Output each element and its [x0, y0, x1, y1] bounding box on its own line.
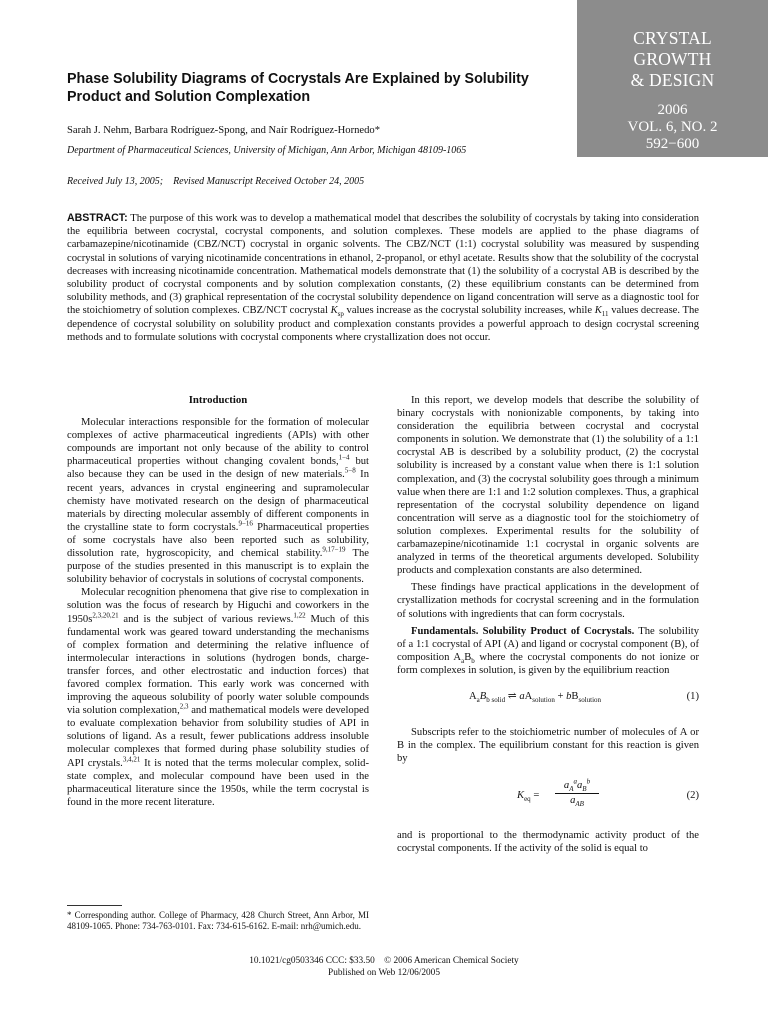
body-paragraph: Molecular interactions responsible for the formation of molecular complexes of active pharmaceutical ingredients (APIs) with other compounds are important not only because of the ability to control pharmaceutical properties without changing covalent bonds,$^{1-4}$ but also because they can be used in the design of new materials.$^{5-8}$ In recent years, advances in crystal engineering and supramolecular chemisty have motivated research on the design of pharmaceutical materials by directing molecular assembly of different components in the crystalline state to form cocrystals.$^{9-16}$ Pharmaceutical properties of some cocrystals have also been reported such as solubility, dissolution rate, hygroscopicity, and chemical stability.$^{9,17-19}$ The purpose of the studies presented in this manuscript is to explain the solubility behavior of cocrystals in solutions of cocrystal components.	[67, 417, 370, 586]
abstract-subscript: sp	[337, 310, 344, 319]
body-paragraph: Fundamentals. Solubility Product of Cocrystals. The solubility of a 1:1 cocrystal of API (A) and ligand or cocrystal component (B), of composition $A_aB_b$ where the cocrystal components do not ionize or form complexes in solution, is given by the equilibrium reaction	[397, 625, 700, 676]
citation-ref: 1−4	[338, 453, 350, 462]
footnote-rule	[67, 905, 122, 906]
citation-ref: 9−16	[238, 519, 253, 528]
abstract-text: The purpose of this work was to develop a mathematical model that describes the solubility of cocrystals by taking into consideration the equilibria between cocrystal, cocrystal components, and solution complexes. These models are applied to the phase diagrams of carbamazepine/nicotinamide (CBZ/NCT) cocrystal in organic solvents. The CBZ/NCT (1:1) cocrystal solubility was measured by suspending cocrystal in solutions of varying nicotinamide concentrations in ethanol, 2-propanol, or ethyl acetate. Results show that the solubility of the cocrystal decreases with increasing nicotinamide concentration. Mathematical models demonstrate that (1) the solubility of a cocrystal AB is described by the solubility product of cocrystal components and by solution complexation constants, (2) these equilibrium constants can be determined from solubility methods, and (3) graphical representation of the cocrystal solubility dependence on ligand concentration will serve as a diagnostic tool for the stoichiometry of solution complexes. CBZ/NCT cocrystal	[67, 213, 699, 317]
equation-1	[397, 690, 699, 704]
article-title: Phase Solubility Diagrams of Cocrystals Are Explained by Solubility Product and Solution Complexation	[67, 71, 529, 105]
citation-ref: 2,3,20,21	[92, 610, 119, 619]
abstract-symbol: K	[594, 305, 602, 317]
abstract	[67, 212, 699, 344]
body-paragraph: These findings have practical applications in the development of crystallization methods for cocrystal screening and in the formulation of solutions with ingredients that can form cocrystals.	[397, 582, 699, 620]
abstract-label: ABSTRACT:	[67, 212, 128, 224]
fraction-denominator: $a_{AB}$	[570, 795, 584, 809]
equation-lhs: $K_{eq}$ =	[517, 790, 540, 804]
article-authors: Sarah J. Nehm, Barbara Rodríguez-Spong, and Naír Rodríguez-Hornedo*	[67, 125, 381, 136]
journal-name	[577, 28, 768, 91]
equation-fraction	[555, 779, 599, 807]
doi-copyright-line: 10.1021/cg0503346 CCC: $33.50 © 2006 American Chemical Society	[249, 956, 519, 966]
abstract-text: values increase as the cocrystal solubility increases, while	[343, 305, 595, 317]
body-paragraph: In this report, we develop models that describe the solubility of binary cocrystals with nonionizable components, by taking into consideration the equilibria between cocrystal and cocrystal components in solution. We demonstrate that (1) the solubility of a 1:1 cocrystal AB is described by a solubility product, (2) the cocrystal solubility is increased by a constant value when there is 1:1 solution complexation, and (3) the cocrystal solubility goes through a minimum value when there are 1:1 and 1:2 solution complexes. Thus, a graphical representation of the cocrystal solubility dependence on ligand concentration will serve as a diagnostic tool for the stoichiometry of solution complexes. Experimental results for the solubility of carbamazepine/nicotinamide 1:1 cocrystal in organic solvents are analyzed in terms of the theoretical arguments developed. Solubility products and complexation constants are also determined.	[397, 395, 699, 577]
citation-ref: 1,22	[293, 610, 306, 619]
corresponding-author-footnote: * Corresponding author. College of Pharmacy, 428 Church Street, Ann Arbor, MI 48109-1065. Phone: 734-763-0101. Fax: 734-615-6162. E-mail: nrh@umich.edu.	[67, 910, 369, 931]
equation-number: (2)	[686, 790, 699, 802]
subsection-heading: Fundamentals. Solubility Product of Cocrystals.	[411, 625, 635, 637]
body-paragraph: Subscripts refer to the stoichiometric number of molecules of A or B in the complex. The equilibrium constant for this reaction is given by	[397, 726, 699, 765]
equation-2	[397, 779, 699, 815]
fraction-numerator: $a_A^aa_B^b$	[555, 779, 599, 794]
body-paragraph: Molecular recognition phenomena that give rise to complexation in solution was the focus of research by Higuchi and coworkers in the $1950s^{2,3,20,21}$ and is the subject of various reviews.$^{1,22}$ Much of this fundamental work was geared toward understanding the mechanisms of complex formation and determining the relative influence of intermolecular interactions in solutions (hydrogen bonds, charge-transfer forces, and other electrostatic and induction forces) that favored complex formation. This early work was concerned with improving the aqueous solubility of poorly water soluble compounds via solution complexation,$^{2,3}$ and mathematical models were developed to evaluate complexation behavior from solubility studies of API in solutions of ligand. As a result, fewer publications address insoluble molecular complexes that formed during phase solubility studies of API crystals.$^{3,4,21}$ It is noted that the terms molecular complex, solid-state complex, and molecular compound have been used in the pharmaceutical literature since the 1950s, while the term cocrystal is found in the more recent literature.	[67, 587, 369, 808]
equation-expression: $A_aB_{b solid}$ ⇌ $aA_{solution} + bB_{solution}$	[469, 690, 602, 705]
body-paragraph: and is proportional to the thermodynamic activity product of the cocrystal components. If the activity of the solid is equal to	[397, 830, 699, 855]
journal-name-line: GROWTH	[633, 49, 712, 69]
citation-ref: 3,4,21	[122, 755, 141, 763]
journal-volume: VOL. 6, NO. 2	[627, 119, 718, 135]
journal-name-line: & DESIGN	[630, 70, 715, 90]
journal-year: 2006	[657, 102, 688, 118]
journal-masthead	[577, 0, 768, 157]
abstract-symbol: K	[330, 305, 338, 317]
page-footer	[0, 955, 768, 979]
citation-ref: 9,17−19	[322, 545, 346, 554]
equation-number: (1)	[686, 690, 699, 702]
citation-ref: 2,3	[179, 702, 189, 711]
citation-ref: 5−8	[344, 466, 356, 475]
article-received-dates: Received July 13, 2005; Revised Manuscript Received October 24, 2005	[67, 176, 365, 187]
abstract-subscript: 11	[601, 310, 609, 319]
section-heading-introduction: Introduction	[188, 394, 248, 406]
journal-name-line: CRYSTAL	[633, 28, 712, 48]
published-date-line: Published on Web 12/06/2005	[328, 968, 440, 978]
article-affiliation: Department of Pharmaceutical Sciences, University of Michigan, Ann Arbor, Michigan 48109-1065	[67, 145, 467, 156]
journal-pages: 592−600	[645, 136, 700, 152]
right-column	[397, 394, 699, 855]
abstract-text: values decrease. The dependence of cocrystal solubility on solubility product and complexation constants provides a powerful approach to design cocrystal screening methods and to formulate solutions with cocrystal components where crystallization does not occur.	[67, 305, 699, 343]
left-column	[67, 394, 369, 809]
